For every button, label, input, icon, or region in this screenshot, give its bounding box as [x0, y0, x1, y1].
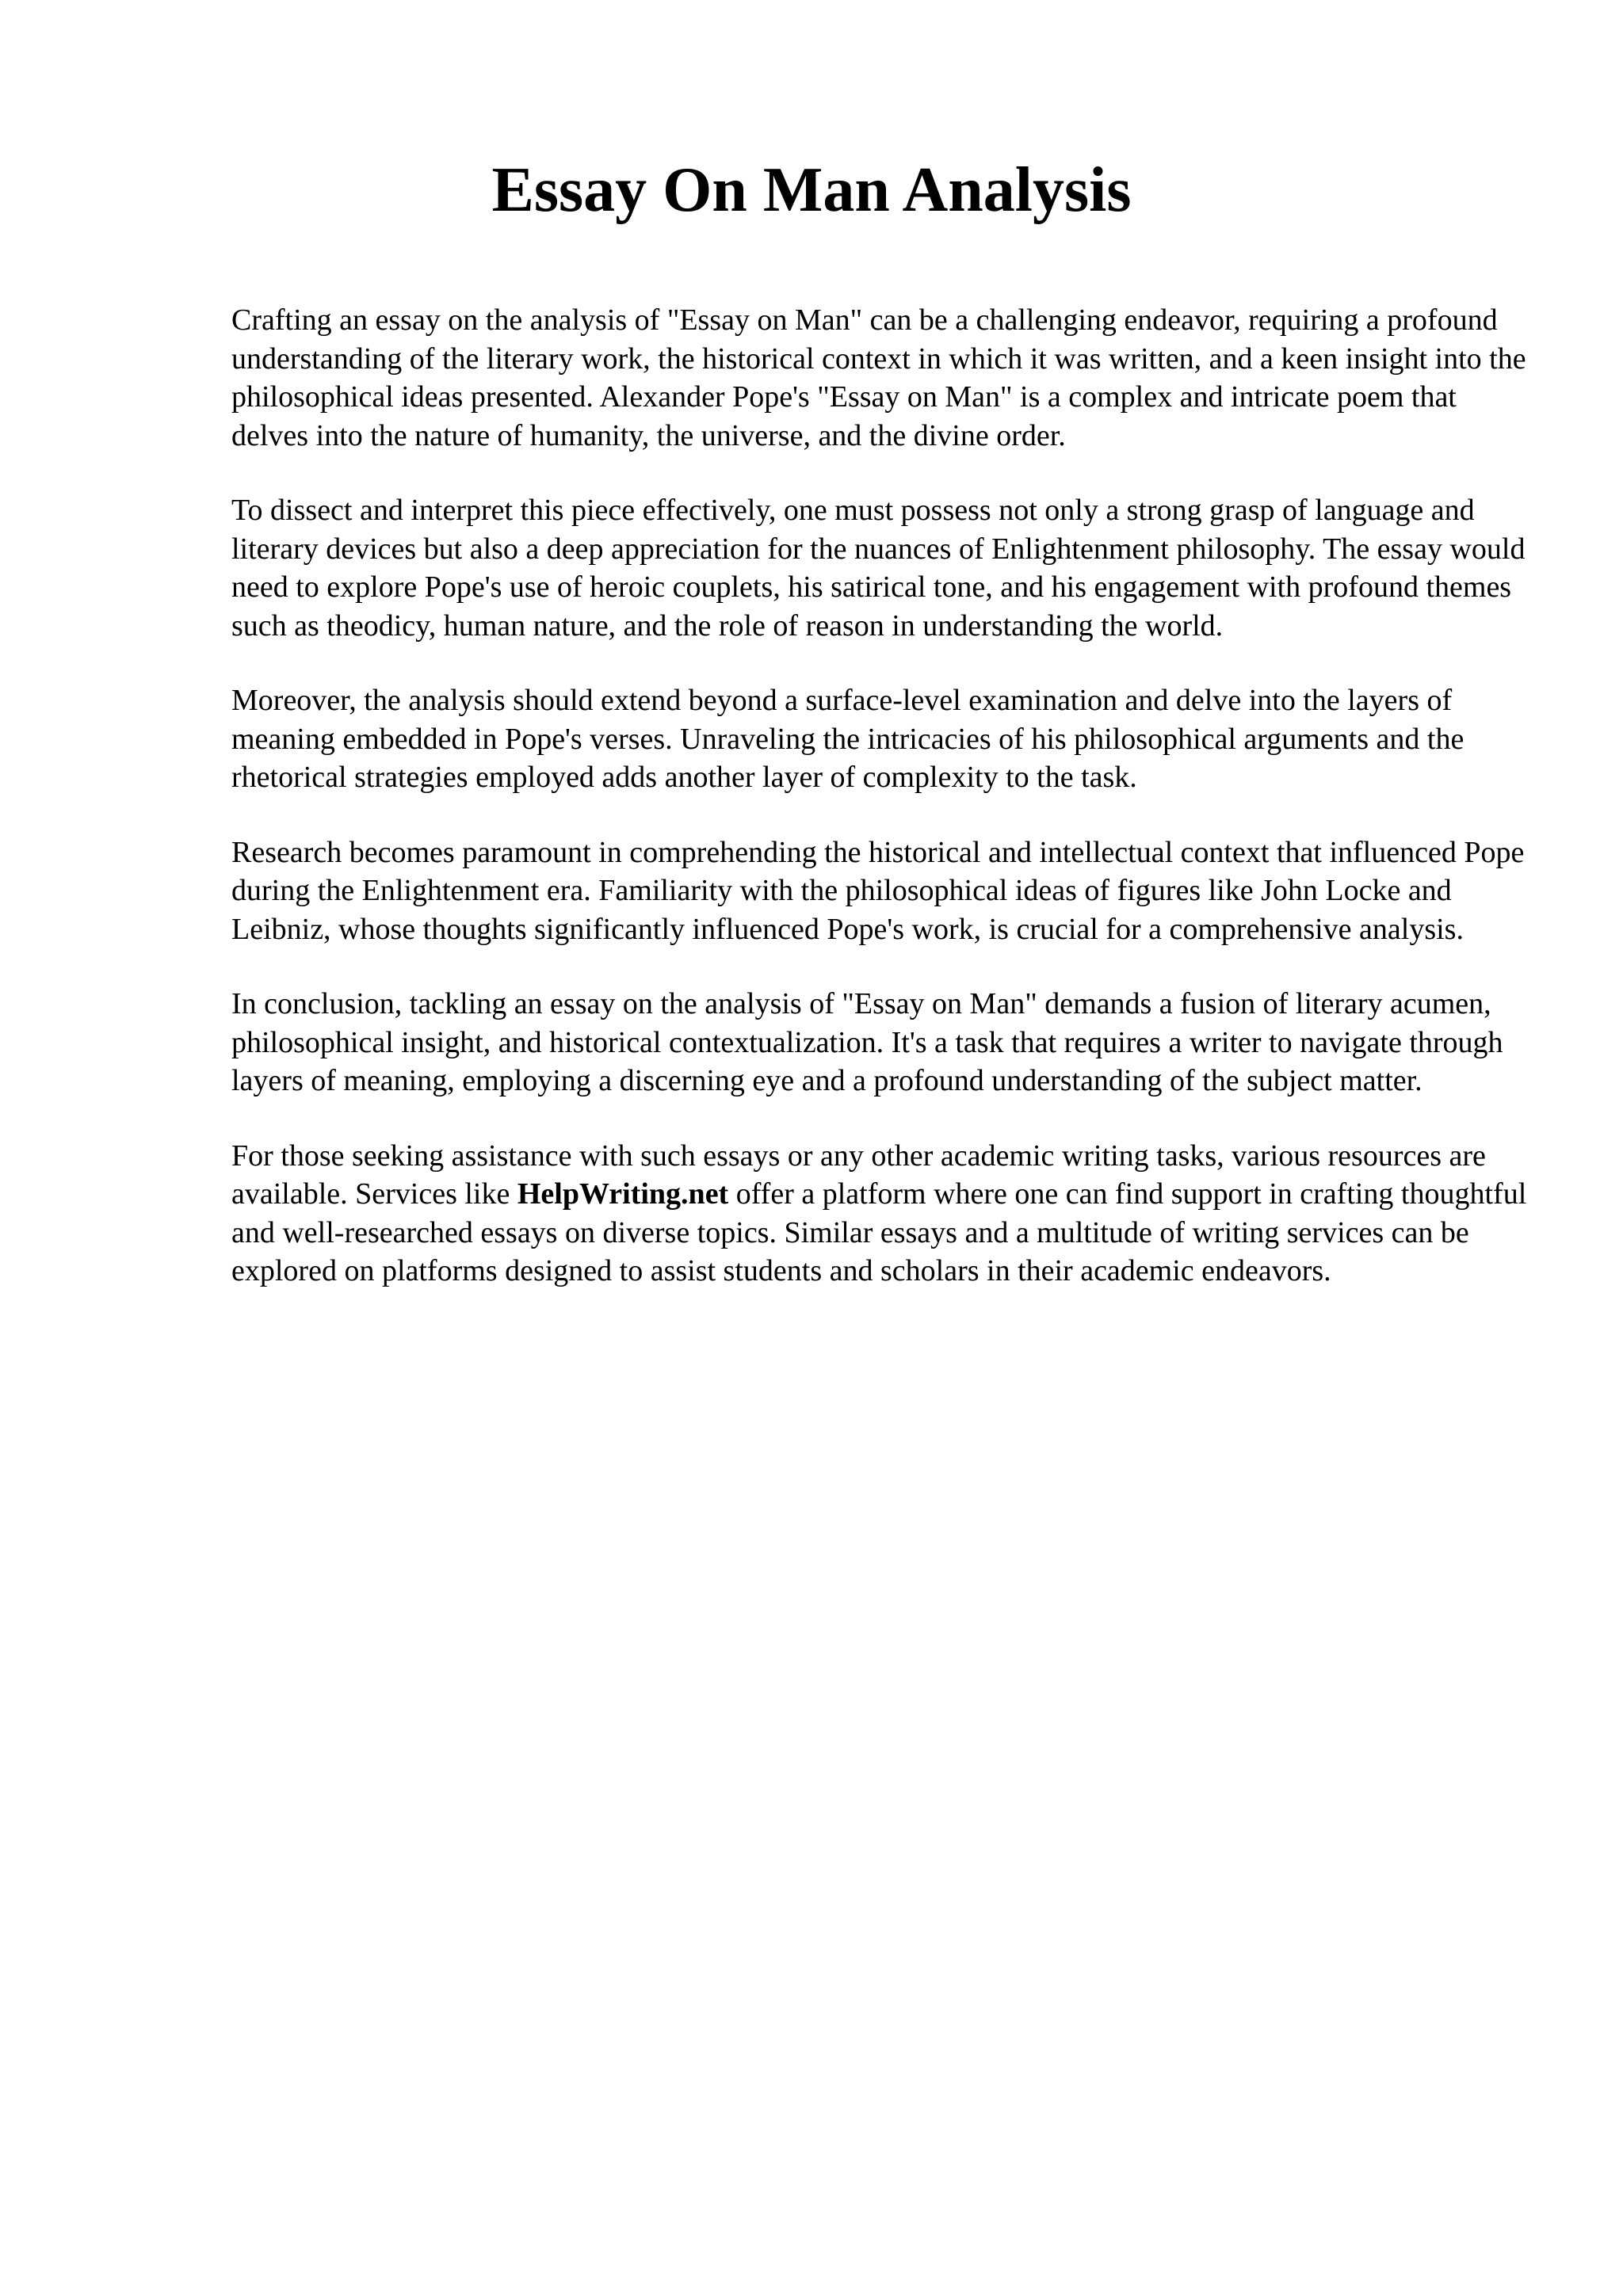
document-title: Essay On Man Analysis	[491, 155, 1132, 225]
paragraph-6	[231, 1137, 1531, 1291]
paragraph-2: To dissect and interpret this piece effectively, one must possess not only a strong grasp of language and literary devices but also a deep appreciation for the nuances of Enlightenment philosophy. The essay would need to explore Pope's use of heroic couplets, his satirical tone, and his engagement with profound themes such as theodicy, human nature, and the role of reason in understanding the world.	[231, 494, 1526, 643]
paragraph-6-text-before: For those seeking assistance with such essays or any other academic writing tasks, various resources are available. Services like	[231, 1138, 1486, 1211]
paragraph-1: Crafting an essay on the analysis of "Essay on Man" can be a challenging endeavor, requiring a profound understanding of the literary work, the historical context in which it was written, and a keen insight into the philosophical ideas presented. Alexander Pope's "Essay on Man" is a complex and intricate poem that delves into the nature of humanity, the universe, and the divine order.	[231, 303, 1526, 452]
paragraph-6-text-after: offer a platform where one can find support in crafting thoughtful and well-researched essays on diverse topics. Similar essays and a multitude of writing services can be explored on platforms designed to assist students and scholars in their academic endeavors.	[231, 1177, 1527, 1287]
document-body	[231, 301, 1531, 1327]
paragraph-5: In conclusion, tackling an essay on the analysis of "Essay on Man" demands a fusion of literary acumen, philosophical insight, and historical contextualization. It's a task that requires a writer to navigate through layers of meaning, employing a discerning eye and a profound understanding of the subject matter.	[231, 987, 1503, 1097]
helpwriting-link[interactable]: HelpWriting.net	[517, 1177, 729, 1211]
paragraph-4: Research becomes paramount in comprehending the historical and intellectual context that influenced Pope during the Enlightenment era. Familiarity with the philosophical ideas of figures like John Locke and Leibniz, whose thoughts significantly influenced Pope's work, is crucial for a comprehensive analysis.	[231, 835, 1525, 946]
paragraph-3: Moreover, the analysis should extend beyond a surface-level examination and delve into the layers of meaning embedded in Pope's verses. Unraveling the intricacies of his philosophical arguments and the rhetorical strategies employed adds another layer of complexity to the task.	[231, 684, 1465, 794]
